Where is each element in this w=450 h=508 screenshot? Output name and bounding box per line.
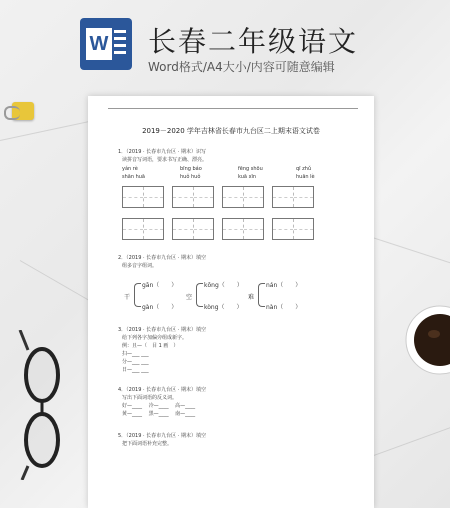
question-1 bbox=[118, 148, 207, 164]
q3-line-2: 分—___ ___ bbox=[122, 359, 149, 365]
page-title: 长春二年级语文 bbox=[148, 25, 359, 58]
poly-top-2: kōng（ ） bbox=[204, 282, 243, 289]
q5-source: 5．（2019 · 长春市九台区 · 期末）填空 bbox=[118, 433, 206, 439]
q1-writing-grid-1 bbox=[122, 186, 314, 208]
q2-source: 2．（2019 · 长春市九台区 · 期末）填空 bbox=[118, 255, 206, 261]
q1-instruction: 读拼音写词语，要求书写正确、漂亮。 bbox=[122, 157, 208, 163]
poly-top-3: nán（ ） bbox=[266, 282, 302, 289]
coffee-cup-icon bbox=[400, 300, 450, 380]
question-5 bbox=[118, 432, 206, 448]
document-page bbox=[88, 96, 374, 508]
writing-cell[interactable] bbox=[172, 186, 214, 208]
writing-cell[interactable] bbox=[122, 186, 164, 208]
poly-char-1: 干 bbox=[124, 294, 131, 301]
q4-source: 4．（2019 · 长春市九台区 · 期末）填空 bbox=[118, 387, 206, 393]
poly-bottom-3: nàn（ ） bbox=[266, 304, 302, 311]
q4-line-2: 黄—____ 黑—____ 南—____ bbox=[122, 411, 196, 417]
poly-top-1: gān（ ） bbox=[142, 282, 178, 289]
poly-char-3: 难 bbox=[248, 294, 255, 301]
q3-instruction: 给下列各字加偏旁组成新字。 bbox=[122, 335, 188, 341]
exam-title: 2019－2020 学年吉林省长春市九台区二上期末语文试卷 bbox=[142, 127, 320, 135]
word-logo-letter: W bbox=[86, 28, 112, 60]
q2-instruction: 组多音字组词。 bbox=[122, 263, 158, 269]
q5-instruction: 把下面词语补充完整。 bbox=[122, 441, 173, 447]
q4-instruction: 写出下面词语的反义词。 bbox=[122, 395, 178, 401]
writing-cell[interactable] bbox=[122, 218, 164, 240]
q1-source: 1．（2019 · 长春市九台区 · 期末）识写 bbox=[118, 149, 206, 155]
q1-pinyin-row: yán rè bīng báo fēng shōu qī zhǔ bbox=[122, 166, 312, 172]
question-4 bbox=[118, 386, 206, 418]
poly-char-2: 空 bbox=[186, 294, 193, 301]
writing-cell[interactable] bbox=[272, 186, 314, 208]
word-icon bbox=[80, 18, 132, 70]
question-3 bbox=[118, 326, 206, 374]
binder-clip-icon bbox=[12, 102, 34, 120]
writing-cell[interactable] bbox=[222, 218, 264, 240]
poly-bottom-2: kòng（ ） bbox=[204, 304, 243, 311]
question-2 bbox=[118, 254, 206, 270]
q3-source: 3．（2019 · 长春市九台区 · 期末）填空 bbox=[118, 327, 206, 333]
q1-writing-grid-2 bbox=[122, 218, 314, 240]
q3-example: 例：且—（ 目 1 画 ） bbox=[122, 343, 179, 349]
poly-bottom-1: gàn（ ） bbox=[142, 304, 178, 311]
q4-line-1: 好—____ 冷—____ 高—____ bbox=[122, 403, 196, 409]
writing-cell[interactable] bbox=[172, 218, 214, 240]
page-subtitle: Word格式/A4大小/内容可随意编辑 bbox=[148, 60, 335, 74]
q3-line-1: 扫—___ ___ bbox=[122, 351, 149, 357]
writing-cell[interactable] bbox=[222, 186, 264, 208]
q1-pinyin-row-2: shān huā huǒ huǒ kuā xīn huān lè bbox=[122, 174, 315, 180]
writing-cell[interactable] bbox=[272, 218, 314, 240]
eyeglasses-icon bbox=[14, 330, 74, 480]
q3-line-3: 日—___ ___ bbox=[122, 367, 149, 373]
